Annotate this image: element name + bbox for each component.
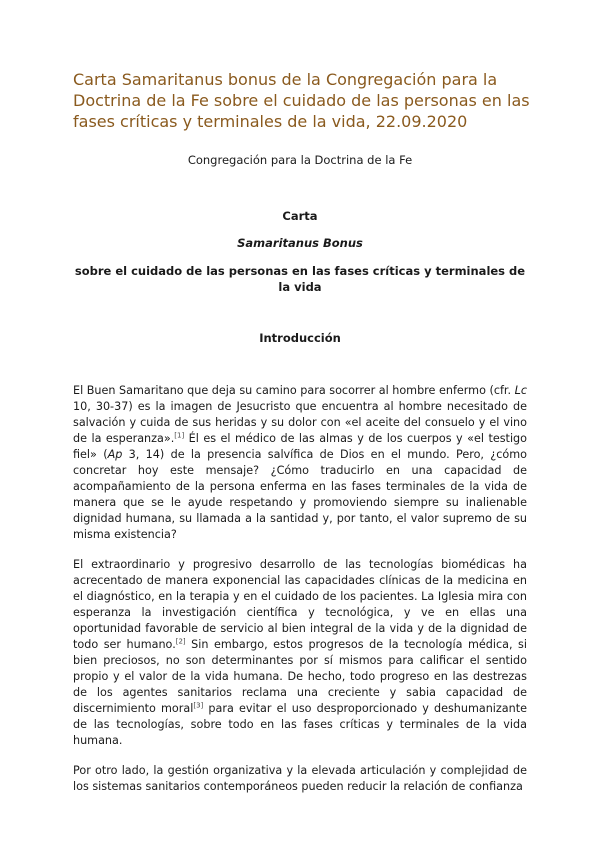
paragraph-1 [73,383,527,543]
author-line: Congregación para la Doctrina de la Fe [187,153,413,167]
p1-text-c: Él es el médico de las almas y de los cuerpos y «el testigo fiel» ( [73,432,527,461]
heading-samaritanus: Samaritanus Bonus [237,236,363,250]
p1-text-d: 3, 14) de la presencia salvífica de Dios en el mundo. Pero, ¿cómo concretar hoy este mensaje? ¿Cómo traducirlo en una capacidad de acompañamiento de la persona enferma en las fases terminales de la vida de manera que se le ayude respetando y promoviendo siempre su inalienable dignidad humana, su llamada a la santidad y, por tanto, el valor supremo de su misma existencia? [73,448,527,541]
heading-carta: Carta [282,209,318,223]
p2-text-b: Sin embargo, estos progresos de la tecnología médica, si bien preciosos, no son determinantes por sí mismos para calificar el sentido propio y el valor de la vida humana. De hecho, todo progreso en las destrezas de los agentes sanitarios reclama una creciente y sabia capacidad de discernimiento moral [73,638,527,715]
ref-lc: Lc [514,384,527,397]
ref-ap: Ap [107,448,123,461]
footnote-2-link[interactable]: [2] [175,637,186,646]
p1-text-a: El Buen Samaritano que deja su camino para socorrer al hombre enfermo (cfr. [73,384,515,397]
footnote-3-link[interactable]: [3] [193,701,204,710]
p3-text-a: Por otro lado, la gestión organizativa y la elevada articulación y complejidad de los sistemas sanitarios contemporáneos pueden reducir la relación de confianza [73,764,527,793]
heading-subject: sobre el cuidado de las personas en las fases críticas y terminales de la vida [74,264,526,294]
body-text [73,383,527,809]
p2-text-a: El extraordinario y progresivo desarrollo de las tecnologías biomédicas ha acrecentado de manera exponencial las capacidades clínicas de la medicina en el diagnóstico, en la terapia y en el cuidado de los pacientes. La Iglesia mira con esperanza la investigación científica y tecnológica, y ve en ellas una oportunidad favorable de servicio al bien integral de la vida y de la dignidad de todo ser humano. [73,558,527,651]
footnote-1-link[interactable]: [1] [174,431,185,440]
section-heading-introduccion: Introducción [259,331,341,345]
document-title: Carta Samaritanus bonus de la Congregación para la Doctrina de la Fe sobre el cuidado de las personas en las fases críticas y terminales de la vida, 22.09.2020 [73,70,530,131]
p2-text-c: para evitar el uso desproporcionado y deshumanizante de las tecnologías, sobre todo en las fases críticas y terminales de la vida humana. [73,702,527,747]
paragraph-3 [73,763,527,795]
p1-text-b: 10, 30-37) es la imagen de Jesucristo que encuentra al hombre necesitado de salvación y cuida de sus heridas y su dolor con «el aceite del consuelo y el vino de la esperanza». [73,400,527,445]
paragraph-2 [73,557,527,749]
